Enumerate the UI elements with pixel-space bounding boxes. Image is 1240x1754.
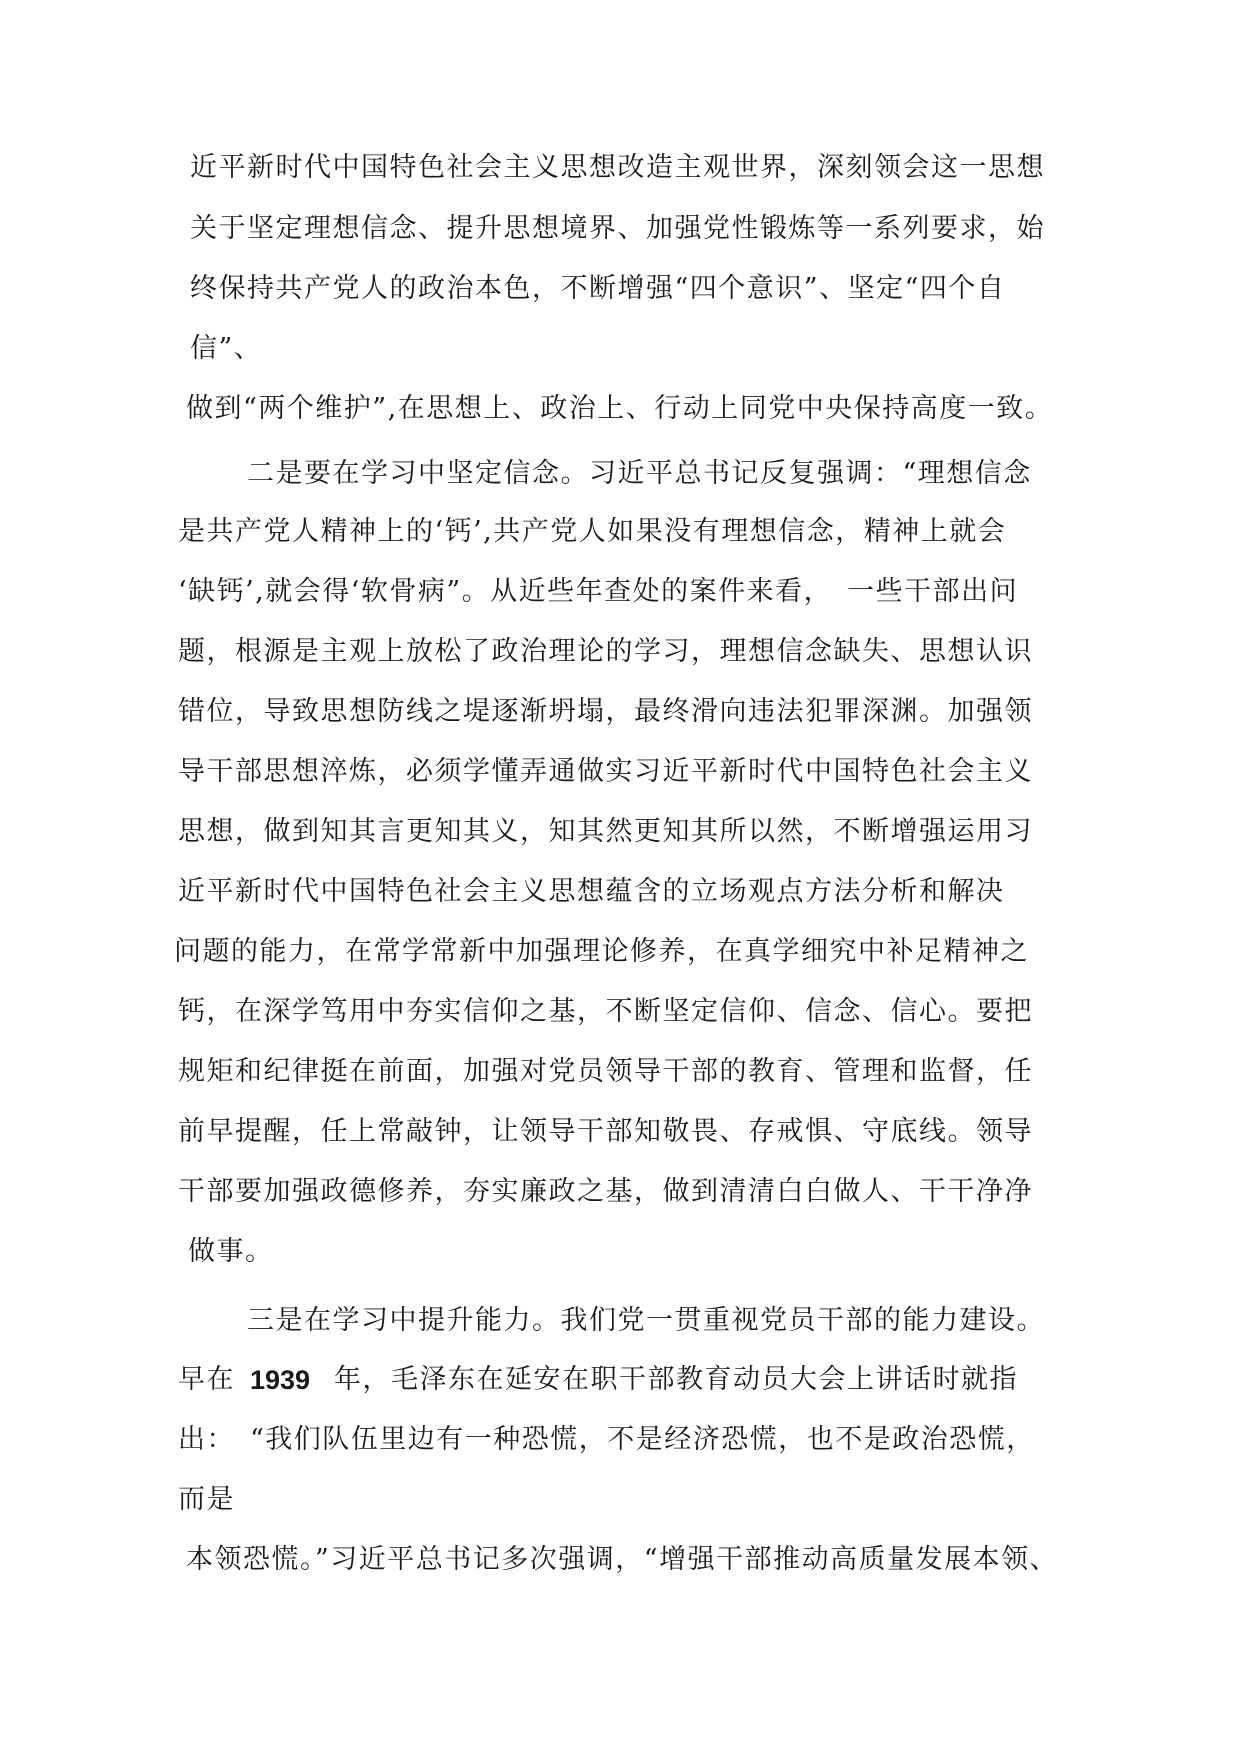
text-line: 错位，导致思想防线之堤逐渐坍塌，最终滑向违法犯罪深渊。加强领 [178,696,1033,727]
text-line: 终保持共产党人的政治本色，不断增强“四个意识”、坚定“四个自 [190,273,1006,304]
text-line: 题，根源是主观上放松了政治理论的学习，理想信念缺失、思想认识 [178,636,1033,667]
text-line: 做到“两个维护”,在思想上、政治上、行动上同党中央保持高度一致。 [186,393,1054,424]
paragraph-first-line: 三是在学习中提升能力。我们党一贯重视党员干部的能力建设。 [247,1305,1045,1336]
text-line: 近平新时代中国特色社会主义思想蕴含的立场观点方法分析和解决 [178,876,1005,907]
year-number: 1939 [250,1365,311,1395]
text-line: 干部要加强政德修养，夯实廉政之基，做到清清白白做人、干干净净 [178,1176,1033,1207]
text-line: 导干部思想淬炼，必须学懂弄通做实习近平新时代中国特色社会主义 [178,756,1033,787]
text-line: 出： “我们队伍里边有一种恐慌，不是经济恐慌，也不是政治恐慌， [178,1424,1035,1455]
text-line: 钙，在深学笃用中夯实信仰之基，不断坚定信仰、信念、信心。要把 [178,996,1033,1027]
text-line: 而是 [178,1484,235,1515]
text-line: 关于坚定理想信念、提升思想境界、加强党性锻炼等一系列要求，始 [190,213,1045,244]
text-line: 是共产党人精神上的‘钙’,共产党人如果没有理想信念，精神上就会 [178,516,1007,547]
text-line: 信”、 [190,333,263,364]
paragraph-first-line: 二是要在学习中坚定信念。习近平总书记反复强调：“理想信念 [247,458,1032,489]
text-line: ‘缺钙’,就会得‘软骨病”。从近些年查处的案件来看， 一些干部出问 [178,576,1019,607]
text-line: 做事。 [188,1236,274,1267]
text-line: 前早提醒，任上常敲钟，让领导干部知敬畏、存戒惧、守底线。领导 [178,1116,1033,1147]
text-line: 年，毛泽东在延安在职干部教育动员大会上讲话时就指 [334,1364,1018,1395]
text-line: 本领恐慌。”习近平总书记多次强调，“增强干部推动高质量发展本领、 [186,1544,1059,1575]
text-line: 思想，做到知其言更知其义，知其然更知其所以然，不断增强运用习 [178,816,1033,847]
text-line: 近平新时代中国特色社会主义思想改造主观世界，深刻领会这一思想 [190,152,1045,183]
text-line: 早在 [178,1364,235,1395]
text-line: 规矩和纪律挺在前面，加强对党员领导干部的教育、管理和监督，任 [178,1056,1033,1087]
text-line: 问题的能力，在常学常新中加强理论修养，在真学细究中补足精神之 [174,936,1029,967]
